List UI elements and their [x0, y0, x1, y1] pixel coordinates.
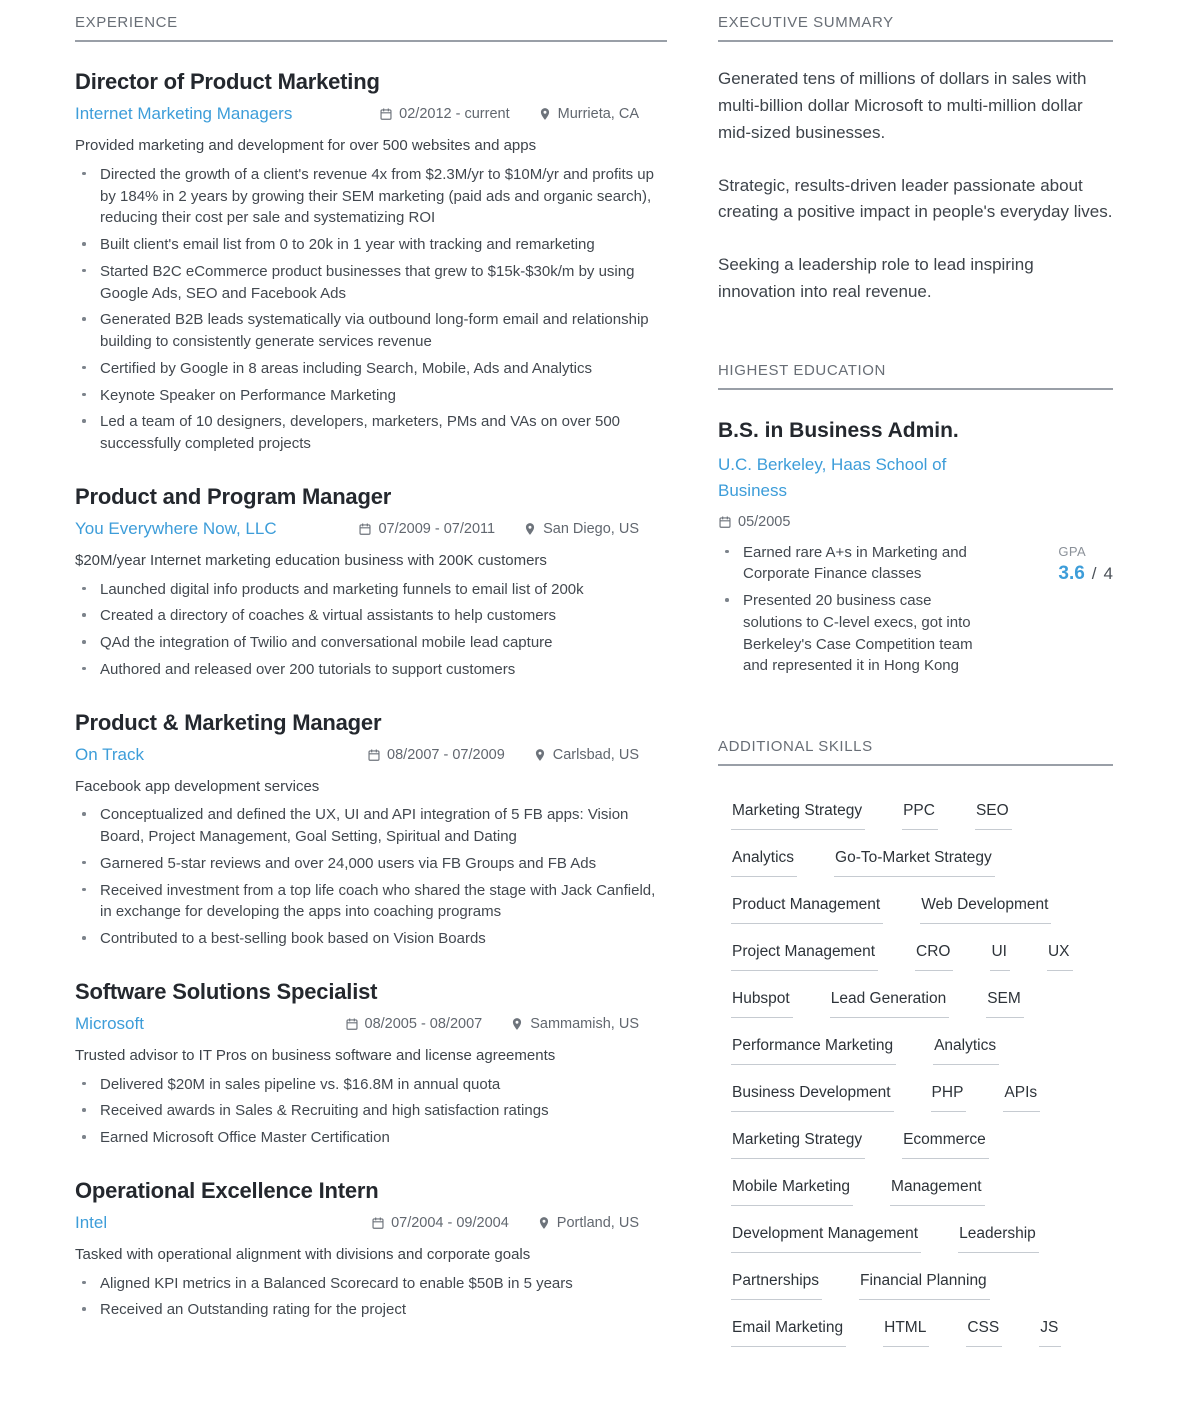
- executive-summary-section: [718, 14, 1113, 306]
- skill-tag: Business Development: [731, 1084, 894, 1112]
- location-pin-icon: [510, 1017, 524, 1031]
- job-dates-text: 07/2004 - 09/2004: [391, 1214, 509, 1231]
- job-bullets: [75, 1273, 667, 1322]
- location-pin-icon: [523, 522, 537, 536]
- skill-row: [731, 1225, 1113, 1253]
- location-pin-icon: [533, 748, 547, 762]
- bullet-item: Directed the growth of a client's revenue 4x from $2.3M/yr to $10M/yr and profits up by 184% in 2 years by growing their SEM marketing (paid ads and organic search), reducing their cost per sale and systematizing ROI: [75, 164, 667, 229]
- bullet-item: Led a team of 10 designers, developers, marketers, PMs and VAs on over 500 successfully completed projects: [75, 411, 667, 455]
- education-body: [718, 542, 1113, 683]
- job-meta: [75, 1213, 667, 1233]
- bullet-item: Created a directory of coaches & virtual assistants to help customers: [75, 605, 667, 627]
- skill-tag: Financial Planning: [859, 1272, 990, 1300]
- job-summary: Trusted advisor to IT Pros on business software and license agreements: [75, 1046, 556, 1064]
- job-title: Operational Excellence Intern: [75, 1177, 379, 1203]
- calendar-icon: [371, 1216, 385, 1230]
- skill-tag: Project Management: [731, 943, 878, 971]
- job-meta-right: [371, 1215, 667, 1231]
- job-bullets: [75, 804, 667, 950]
- skill-row: [731, 896, 1113, 924]
- job-dates-text: 08/2005 - 08/2007: [364, 1015, 483, 1032]
- job-dates-text: 08/2007 - 07/2009: [387, 746, 505, 763]
- skill-tag: Mobile Marketing: [731, 1178, 853, 1206]
- job-entry: [75, 1178, 667, 1321]
- job-title: Product and Program Manager: [75, 483, 392, 509]
- bullet-item: Earned Microsoft Office Master Certification: [75, 1127, 667, 1149]
- skill-row: [731, 1084, 1113, 1112]
- skill-tag: Performance Marketing: [731, 1037, 896, 1065]
- skill-tag: PHP: [931, 1084, 967, 1112]
- job-title: Director of Product Marketing: [75, 69, 380, 94]
- job-location-text: Murrieta, CA: [557, 106, 639, 122]
- job-meta-right: [379, 106, 667, 122]
- company-link[interactable]: Microsoft: [75, 1013, 144, 1033]
- job-dates: [379, 106, 509, 122]
- skill-tag: Development Management: [731, 1225, 921, 1253]
- job-bullets: [75, 1074, 667, 1149]
- skill-row: [731, 1319, 1113, 1347]
- job-location-text: Carlsbad, US: [552, 746, 639, 763]
- job-meta: [75, 1014, 667, 1034]
- job-dates: [345, 1016, 483, 1032]
- job-bullets: [75, 579, 667, 681]
- degree-title: B.S. in Business Admin.: [718, 419, 959, 443]
- job-dates: [371, 1215, 509, 1231]
- bullet-item: Aligned KPI metrics in a Balanced Scorecard to enable $50B in 5 years: [75, 1273, 667, 1295]
- job-summary: $20M/year Internet marketing education business with 200K customers: [75, 551, 547, 569]
- skill-tag: Management: [890, 1178, 984, 1206]
- job-location: [537, 1215, 639, 1231]
- skill-tag: SEM: [986, 990, 1024, 1018]
- gpa-value: 3.6: [1058, 562, 1085, 584]
- summary-paragraph: Generated tens of millions of dollars in sales with multi-billion dollar Microsoft to multi-million dollar mid-sized businesses.: [718, 69, 1087, 142]
- skill-tag: Email Marketing: [731, 1319, 846, 1347]
- company-link[interactable]: On Track: [75, 744, 144, 764]
- skill-tag: CSS: [966, 1319, 1002, 1347]
- calendar-icon: [379, 107, 393, 121]
- bullet-item: Built client's email list from 0 to 20k in 1 year with tracking and remarketing: [75, 234, 667, 256]
- skill-row: [731, 1037, 1113, 1065]
- education-date: [718, 514, 790, 530]
- job-entry: [75, 69, 667, 455]
- job-location: [533, 747, 639, 763]
- education-section: [718, 362, 1113, 682]
- job-entry: [75, 710, 667, 950]
- skill-tag: Lead Generation: [830, 990, 949, 1018]
- location-pin-icon: [538, 107, 552, 121]
- job-title: Product & Marketing Manager: [75, 709, 382, 735]
- skill-tag: Marketing Strategy: [731, 1131, 865, 1159]
- job-meta-right: [367, 747, 667, 763]
- skill-row: [731, 849, 1113, 877]
- experience-section: [75, 14, 667, 1366]
- skill-tag: CRO: [915, 943, 953, 971]
- skill-tag: Marketing Strategy: [731, 802, 865, 830]
- skill-row: [731, 802, 1113, 830]
- bullet-item: Keynote Speaker on Performance Marketing: [75, 385, 667, 407]
- company-link[interactable]: Intel: [75, 1212, 108, 1232]
- skills-list: [718, 802, 1113, 1347]
- job-bullets: [75, 164, 667, 455]
- skill-tag: APIs: [1003, 1084, 1040, 1112]
- summary-paragraph: Seeking a leadership role to lead inspiring innovation into real revenue.: [718, 255, 1034, 302]
- job-meta: [75, 519, 667, 539]
- gpa-divider: /: [1091, 563, 1097, 583]
- bullet-item: Delivered $20M in sales pipeline vs. $16.8M in annual quota: [75, 1074, 667, 1096]
- job-list: [75, 69, 667, 1321]
- bullet-item: Certified by Google in 8 areas including Search, Mobile, Ads and Analytics: [75, 358, 667, 380]
- education-bullets: [718, 542, 980, 683]
- bullet-item: Received an Outstanding rating for the project: [75, 1299, 667, 1321]
- skill-tag: JS: [1039, 1319, 1061, 1347]
- job-dates: [358, 521, 495, 537]
- skill-tag: Ecommerce: [902, 1131, 989, 1159]
- summary-paragraph: Strategic, results-driven leader passionate about creating a positive impact in people's everyday lives.: [718, 175, 1113, 222]
- skill-tag: HTML: [883, 1319, 929, 1347]
- bullet-item: QAd the integration of Twilio and conversational mobile lead capture: [75, 632, 667, 654]
- job-dates: [367, 747, 505, 763]
- skills-header: ADDITIONAL SKILLS: [718, 738, 1113, 766]
- skill-tag: PPC: [902, 802, 938, 830]
- right-column: [718, 14, 1113, 1366]
- gpa-block: [1058, 542, 1113, 683]
- job-summary: Provided marketing and development for over 500 websites and apps: [75, 137, 537, 154]
- job-entry: [75, 484, 667, 681]
- bullet-item: Presented 20 business case solutions to C-level execs, got into Berkeley's Case Competition team and represented it in Hong Kong: [718, 590, 980, 677]
- skill-tag: Leadership: [958, 1225, 1039, 1253]
- job-meta: [75, 745, 667, 765]
- job-title: Software Solutions Specialist: [75, 978, 378, 1004]
- bullet-item: Received awards in Sales & Recruiting and high satisfaction ratings: [75, 1100, 667, 1122]
- job-location-text: Sammamish, US: [530, 1015, 639, 1032]
- experience-header: EXPERIENCE: [75, 14, 667, 42]
- calendar-icon: [367, 748, 381, 762]
- gpa-label: GPA: [1058, 543, 1087, 559]
- job-meta: [75, 104, 667, 124]
- skill-row: [731, 1272, 1113, 1300]
- skill-tag: SEO: [975, 802, 1012, 830]
- bullet-item: Contributed to a best-selling book based on Vision Boards: [75, 928, 667, 950]
- calendar-icon: [718, 515, 732, 529]
- executive-summary-header: EXECUTIVE SUMMARY: [718, 14, 1113, 42]
- skill-tag: Analytics: [933, 1037, 999, 1065]
- calendar-icon: [345, 1017, 359, 1031]
- skill-row: [731, 1131, 1113, 1159]
- skill-row: [731, 943, 1113, 971]
- job-summary: Facebook app development services: [75, 777, 320, 795]
- skill-tag: Partnerships: [731, 1272, 822, 1300]
- institution-link[interactable]: U.C. Berkeley, Haas School of Business: [718, 455, 947, 501]
- bullet-item: Launched digital info products and marketing funnels to email list of 200k: [75, 579, 667, 601]
- bullet-item: Conceptualized and defined the UX, UI and API integration of 5 FB apps: Vision Board, Project Management, Goal Setting, Spiritual and Dating: [75, 804, 667, 848]
- job-dates-text: 02/2012 - current: [399, 106, 510, 122]
- gpa-scale: 4: [1103, 563, 1113, 583]
- bullet-item: Earned rare A+s in Marketing and Corporate Finance classes: [718, 542, 980, 586]
- bullet-item: Received investment from a top life coach who shared the stage with Jack Canfield, in exchange for developing the apps into coaching programs: [75, 880, 667, 924]
- skill-tag: UX: [1047, 943, 1073, 971]
- education-date-text: 05/2005: [738, 513, 791, 530]
- skill-tag: Product Management: [731, 896, 883, 924]
- job-entry: [75, 979, 667, 1149]
- skill-row: [731, 990, 1113, 1018]
- skill-row: [731, 1178, 1113, 1206]
- skills-section: [718, 738, 1113, 1347]
- job-meta-right: [358, 521, 667, 537]
- skill-tag: Analytics: [731, 849, 797, 877]
- education-header: HIGHEST EDUCATION: [718, 362, 1113, 390]
- job-meta-right: [345, 1016, 668, 1032]
- skill-tag: Hubspot: [731, 990, 793, 1018]
- gpa-line: [1058, 563, 1113, 585]
- location-pin-icon: [537, 1216, 551, 1230]
- bullet-item: Generated B2B leads systematically via outbound long-form email and relationship building to consistently generate services revenue: [75, 309, 667, 353]
- summary-paragraphs: [718, 66, 1113, 306]
- job-location-text: Portland, US: [556, 1214, 639, 1231]
- job-location-text: San Diego, US: [543, 520, 639, 537]
- bullet-item: Started B2C eCommerce product businesses that grew to $15k-$30k/m by using Google Ads, SEO and Facebook Ads: [75, 261, 667, 305]
- bullet-item: Authored and released over 200 tutorials to support customers: [75, 659, 667, 681]
- calendar-icon: [358, 522, 372, 536]
- skill-tag: Web Development: [920, 896, 1051, 924]
- job-location: [510, 1016, 639, 1032]
- company-link[interactable]: Internet Marketing Managers: [75, 104, 293, 123]
- job-location: [523, 521, 639, 537]
- skill-tag: Go-To-Market Strategy: [834, 849, 995, 877]
- bullet-item: Garnered 5-star reviews and over 24,000 users via FB Groups and FB Ads: [75, 853, 667, 875]
- skill-tag: UI: [990, 943, 1010, 971]
- job-dates-text: 07/2009 - 07/2011: [378, 520, 496, 537]
- job-location: [538, 106, 639, 122]
- job-summary: Tasked with operational alignment with divisions and corporate goals: [75, 1245, 531, 1263]
- company-link[interactable]: You Everywhere Now, LLC: [75, 518, 277, 538]
